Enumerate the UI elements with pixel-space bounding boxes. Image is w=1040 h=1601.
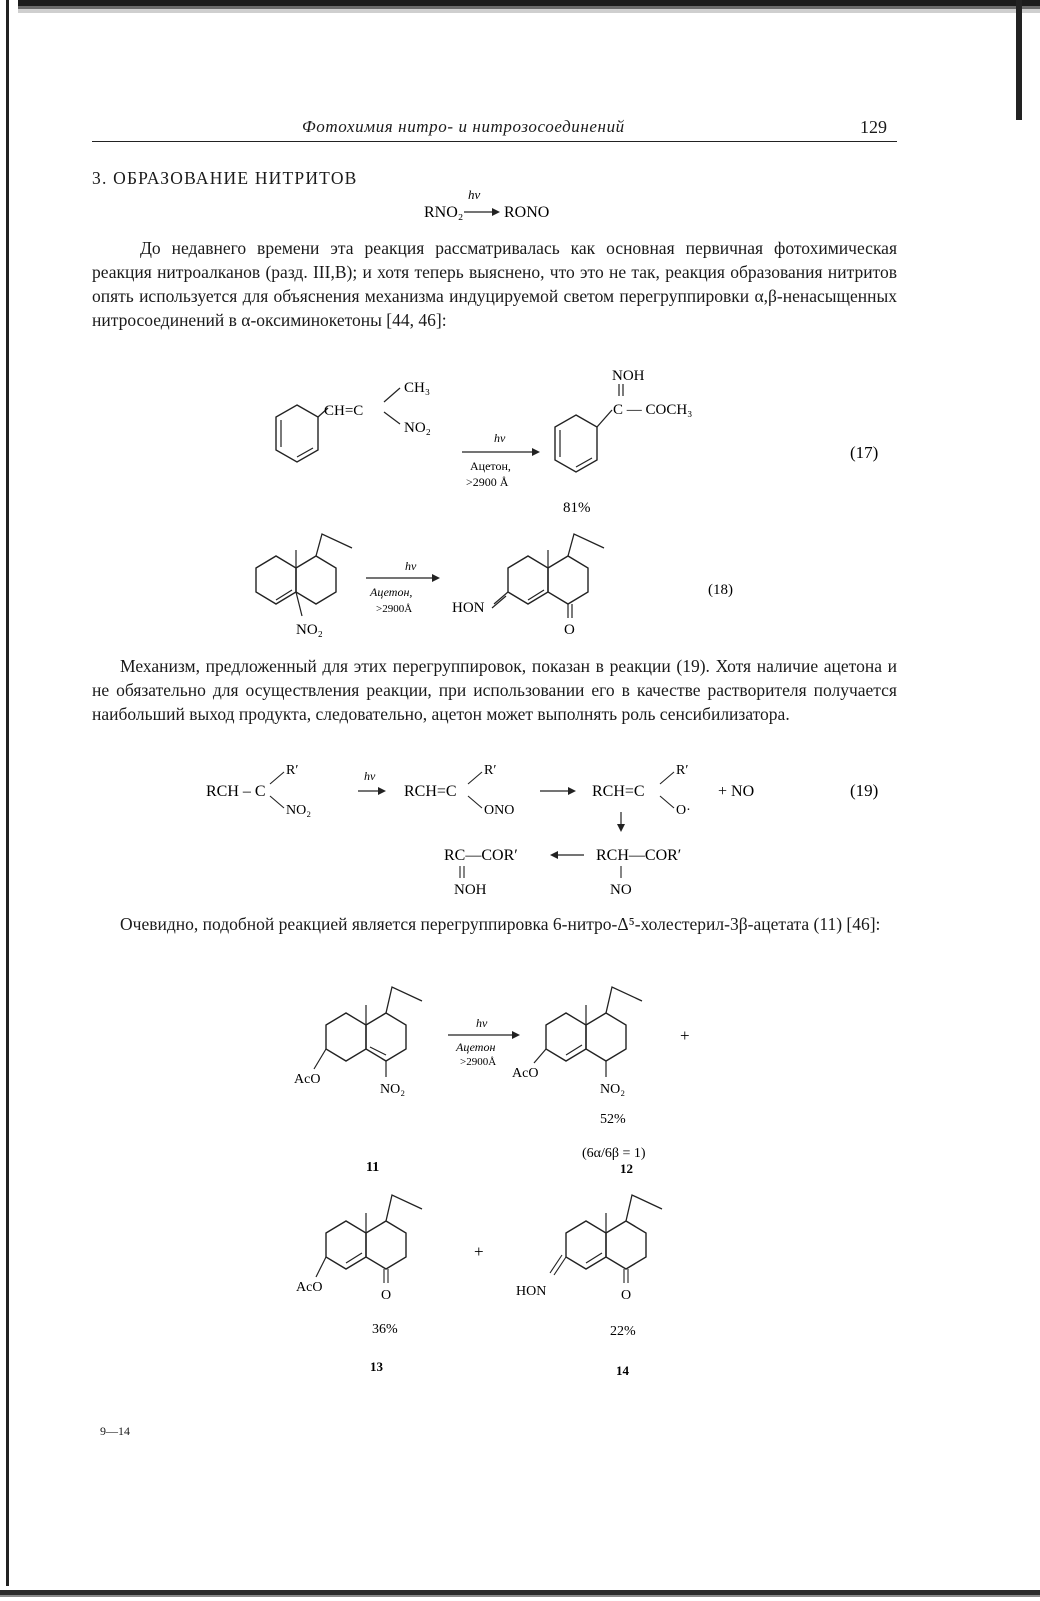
paragraph-1: До недавнего времени эта реакция рассматривалась как основная первичная фотохимическая реакция нитроалканов (разд. III,В); и хотя теперь выяснено, что это не так, реакция образования нитритов опять используется для объяснения механизма индуцируемой светом перегруппировки α,β-ненасыщенных нитросоединений в α-оксиминокетоны [44, 46]: — [92, 238, 897, 330]
hon: HON — [452, 600, 485, 616]
r-prime-1: R′ — [286, 763, 299, 778]
solvent: Ацетон, — [370, 585, 413, 599]
plus-1: + — [680, 1026, 690, 1045]
ratio-12: (6α/6β = 1) — [582, 1146, 646, 1161]
yield: 81% — [563, 500, 591, 516]
steroid-scheme — [280, 965, 720, 1385]
r-prime-3: R′ — [676, 763, 689, 778]
o: O — [564, 622, 575, 638]
r-prime-2: R′ — [484, 763, 497, 778]
header-title: Фотохимия нитро- и нитрозосоединений — [302, 117, 625, 136]
aco-13: AcO — [296, 1280, 323, 1295]
hv: hν — [364, 769, 376, 783]
equation-19 — [200, 760, 900, 900]
footer-mark: 9—14 — [100, 1424, 130, 1438]
o-radical: O· — [676, 803, 691, 818]
noh: NOH — [612, 368, 645, 384]
aco-11: AcO — [294, 1072, 321, 1087]
c-coch3: C — COCH₃ — [613, 402, 693, 418]
cutoff: >2900 Å — [466, 475, 509, 489]
no: NO — [610, 882, 632, 898]
running-header — [92, 115, 897, 142]
equation-18 — [230, 520, 850, 650]
hon-14: HON — [516, 1284, 547, 1299]
cutoff: >2900Å — [460, 1056, 497, 1068]
o-14: O — [621, 1288, 632, 1303]
hv: hν — [494, 431, 506, 445]
eq-label-19: (19) — [850, 781, 879, 800]
o-13: O — [381, 1288, 392, 1303]
ch-eq-c: CH=C — [324, 403, 364, 419]
nitrite-reaction — [400, 185, 580, 225]
ch3: CH₃ — [404, 380, 431, 396]
plus-no: + NO — [718, 783, 755, 800]
eq-label-18: (18) — [708, 582, 733, 598]
aco-12: AcO — [512, 1066, 539, 1081]
scan-edge-right — [1016, 0, 1022, 120]
reactant-rno2: RNO₂ — [424, 204, 464, 221]
hv-label: hν — [468, 187, 481, 202]
ono: ONO — [484, 803, 515, 818]
section-title: 3. ОБРАЗОВАНИЕ НИТРИТОВ — [92, 168, 358, 188]
solvent: Ацетон, — [470, 459, 511, 473]
rch-cor: RCH—COR′ — [596, 847, 682, 864]
paragraph-3: Очевидно, подобной реакцией является перегруппировка 6-нитро-Δ⁵-холестерил-3β-ацетата (11) [46]: — [120, 914, 881, 934]
rch-c: RCH – C — [206, 783, 266, 800]
paragraph-2: Механизм, предложенный для этих перегруппировок, показан в реакции (19). Хотя наличие ацетона и не обязательно для осуществления реакции, при использовании его в качестве растворителя получается наибольший выход продукта, следовательно, ацетон может выполнять роль сенсибилизатора. — [92, 656, 897, 724]
yield-13: 36% — [372, 1322, 398, 1337]
no2: NO₂ — [286, 803, 312, 818]
yield-12: 52% — [600, 1112, 626, 1127]
product-rono: RONO — [504, 204, 550, 221]
cutoff: >2900Å — [376, 603, 413, 615]
solvent: Ацетон — [456, 1040, 496, 1054]
eq-label-17: (17) — [850, 443, 879, 462]
scan-edge-left — [0, 0, 18, 1601]
hv: hν — [476, 1016, 488, 1030]
no2: NO₂ — [296, 622, 323, 638]
rch-eq-c-1: RCH=C — [404, 783, 457, 800]
rc-cor: RC—COR′ — [444, 847, 518, 864]
noh: NOH — [454, 882, 487, 898]
page-number: 129 — [860, 117, 887, 137]
scan-edge-top — [0, 0, 1040, 22]
compound-11-label: 11 — [366, 1160, 380, 1175]
no2-11: NO₂ — [380, 1082, 406, 1097]
yield-14: 22% — [610, 1324, 636, 1339]
equation-17 — [260, 360, 900, 520]
compound-12-label: 12 — [620, 1161, 633, 1176]
no2: NO₂ — [404, 420, 431, 436]
rch-eq-c-2: RCH=C — [592, 783, 645, 800]
no2-12: NO₂ — [600, 1082, 626, 1097]
hv: hν — [405, 559, 417, 573]
plus-2: + — [474, 1242, 484, 1261]
scan-edge-bottom — [0, 1586, 1040, 1601]
compound-13-label: 13 — [370, 1359, 383, 1374]
compound-14-label: 14 — [616, 1363, 629, 1378]
